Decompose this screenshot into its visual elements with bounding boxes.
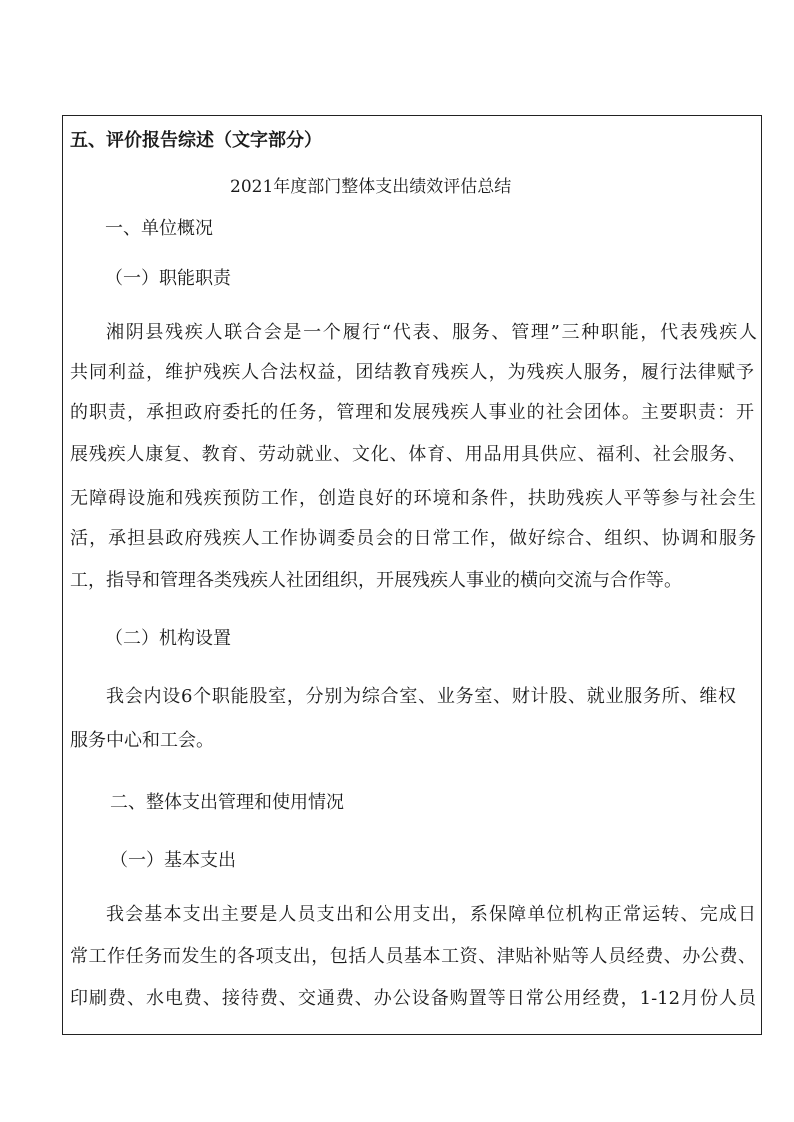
paragraph-line: 常工作任务而发生的各项支出，包括人员基本工资、津贴补贴等人员经费、办公费、 — [70, 946, 756, 967]
heading-expenditure: 二、整体支出管理和使用情况 — [110, 792, 344, 813]
paragraph-line: 服务中心和工会。 — [70, 730, 214, 751]
paragraph-line: 共同利益，维护残疾人合法权益，团结教育残疾人，为残疾人服务，履行法律赋予 — [70, 362, 754, 383]
heading-unit-overview: 一、单位概况 — [105, 218, 213, 239]
paragraph-line: 我会基本支出主要是人员支出和公用支出，系保障单位机构正常运转、完成日 — [106, 904, 756, 925]
paragraph-line: 的职责，承担政府委托的任务，管理和发展残疾人事业的社会团体。主要职责：开 — [70, 402, 754, 423]
section-header: 五、评价报告综述（文字部分） — [70, 130, 322, 151]
heading-basic-expenditure: （一）基本支出 — [110, 850, 236, 871]
paragraph-line: 展残疾人康复、教育、劳动就业、文化、体育、用品用具供应、福利、社会服务、 — [70, 444, 746, 465]
paragraph-line: 印刷费、水电费、接待费、交通费、办公设备购置等日常公用经费，1-12月份人员 — [70, 988, 756, 1009]
paragraph-line: 活，承担县政府残疾人工作协调委员会的日常工作，做好综合、组织、协调和服务 — [70, 528, 756, 549]
paragraph-line: 无障碍设施和残疾预防工作，创造良好的环境和条件，扶助残疾人平等参与社会生 — [70, 488, 756, 509]
document-title: 2021年度部门整体支出绩效评估总结 — [230, 177, 512, 197]
paragraph-line: 工，指导和管理各类残疾人社团组织，开展残疾人事业的横向交流与合作等。 — [70, 570, 682, 591]
paragraph-line: 湘阴县残疾人联合会是一个履行“代表、服务、管理”三种职能，代表残疾人 — [106, 322, 757, 343]
paragraph-line: 我会内设6个职能股室，分别为综合室、业务室、财计股、就业服务所、维权 — [106, 686, 736, 707]
heading-functions: （一）职能职责 — [105, 268, 231, 289]
heading-organization: （二）机构设置 — [105, 628, 231, 649]
